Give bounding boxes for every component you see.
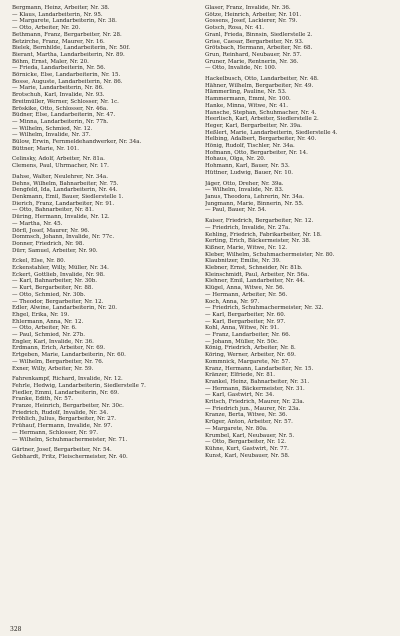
directory-entry: Glaser, Franz, Invalide, Nr. 36. [205,5,291,11]
directory-entry: Kleber, Wilhelm, Schuhmachermeister, Nr. 80. [205,251,335,258]
directory-entry: Eckert, Gottlieb, Invalide, Nr. 98. [12,271,105,278]
directory-entry: — Friedrich jun., Maurer, Nr. 23a. [205,405,301,412]
directory-entry: Kißner, Marie, Witwe, Nr. 12. [205,244,287,251]
directory-entry: Clemens, Paul, Uhrmacher, Nr. 17. [12,163,109,170]
directory-entry: Fiedler, Emmi, Landarbeiterin, Nr. 69. [12,389,119,396]
directory-entry: Eckenstahler, Willy, Müller, Nr. 34. [12,265,109,272]
directory-entry: Kohl, Anna, Witwe, Nr. 91. [205,325,279,332]
directory-entry: — Minna, Landarbeiterin, Nr. 77h. [12,118,109,125]
directory-entry: Franze, Heinrich, Bergarbeiter, Nr. 30c. [12,403,124,410]
directory-entry: Edler, Alwine, Landarbeiterin, Nr. 20. [12,305,117,312]
directory-entry: Betzirche, Franz, Maurer, Nr. 16. [12,38,105,45]
directory-entry: Heerlisch, Karl, Arbeiter, Siedlerstelle 2. [205,116,319,123]
directory-entry: — Frieda, Landarbeiterin, Nr. 56. [12,65,106,72]
directory-entry: Jungmann, Marie, Binnerin, Nr. 55. [205,200,304,207]
directory-entry: — Wilhelm, Schuhmachermeister, Nr. 71. [12,436,128,443]
directory-entry: — Theodor, Bergarbeiter, Nr. 12. [12,298,104,305]
directory-entry: Hohaus, Olga, Nr. 20. [205,156,266,163]
directory-entry: Krankel, Heinz, Bahnarbeiter, Nr. 31. [205,378,310,385]
directory-entry: — Franz, Landarbeiter, Nr. 66. [205,332,291,339]
directory-entry: Ehgel, Erika, Nr. 19. [12,311,70,318]
directory-entry: Erdmann, Erich, Arbeiter, Nr. 69. [12,345,105,352]
directory-entry: Kehling, Friedrich, Fabrikarbeiter, Nr. 18. [205,231,322,238]
directory-entry: Kaiser, Friedrich, Bergarbeiter, Nr. 12. [205,218,314,225]
directory-entry: Böhm, Ernst, Maler, Nr. 20. [12,58,89,65]
directory-entry: Breitmüller, Werner, Schlosser, Nr. 1c. [12,98,119,105]
directory-entry: Düring, Hermann, Invalide, Nr. 12. [12,214,110,221]
directory-entry: Kunst, Karl, Neubauer, Nr. 58. [205,452,290,459]
directory-entry: Helbing, Adalbert, Bergarbeiter, Nr. 40. [205,136,317,143]
page-number: 328 [10,626,22,633]
directory-entry: — Marie, Landarbeiterin, Nr. 86. [12,85,104,92]
directory-entry: — Paul, Bauer, Nr. 54. [205,207,267,214]
left-column [12,5,199,625]
directory-entry: Ertgeben, Marie, Landarbeiterin, Nr. 60. [12,352,126,359]
directory-entry: — Karl, Bergarbeiter, Nr. 97. [205,318,286,325]
directory-entry: Dahse, Walter, Neulehrer, Nr. 34a. [12,173,108,180]
directory-entry: — Hermann, Arbeiter, Nr. 56. [205,291,288,298]
directory-columns [12,5,392,625]
directory-entry: Grötsbach, Hermann, Arbeiter, Nr. 68. [205,45,313,52]
directory-entry: Brotschuh, Karl, Invalide, Nr. 93. [12,92,105,99]
directory-entry: Jäger, Otto, Dreher, Nr. 39a. [205,180,284,187]
directory-entry: Celinsky, Adolf, Arbeiter, Nr. 81a. [12,156,105,163]
directory-entry: — Margarete, Nr. 80a. [205,425,268,432]
right-column [205,5,392,625]
directory-entry: Hönig, Rudolf, Tischler, Nr. 34a. [205,143,295,150]
directory-entry: — Karl, Bahnarbeiter, Nr. 30b. [12,278,97,285]
directory-entry: — Klaus, Landarbeiterin, Nr. 95. [12,11,103,18]
directory-entry: — Friedrich, Schuhmachermeister, Nr. 32. [205,305,324,312]
directory-entry: Grise, Caesar, Bergarbeiter, Nr. 93. [205,38,304,45]
directory-entry: Dommsch, Johann, Invalide, Nr. 77c. [12,234,115,241]
directory-entry: Bielek, Bernhilde, Landarbeiterin, Nr. 50f. [12,45,130,52]
directory-entry: Dierich, Franz, Landarbeiter, Nr. 91. [12,200,115,207]
directory-entry: Dehns, Wilhelm, Bahnarbeiter, Nr. 75. [12,180,119,187]
directory-entry: Köring, Werner, Arbeiter, Nr. 69. [205,352,296,359]
directory-entry: Klehner, Emil, Landarbeiter, Nr. 44. [205,278,305,285]
directory-entry: Götze, Heinrich, Arbeiter, Nr. 101. [205,11,302,18]
directory-entry: — Kurt, Bergarbeiter, Nr. 88. [12,285,94,292]
directory-entry: Krüger, Anton, Arbeiter, Nr. 57. [205,419,293,426]
directory-entry: Bethmann, Franz, Bergarbeiter, Nr. 28. [12,31,122,38]
directory-entry: — Otto, Arbeiter, Nr. 20. [12,25,81,32]
directory-entry: Exner, Willy, Arbeiter, Nr. 59. [12,365,94,372]
directory-entry: Hansche, Stephan, Schuhmacher, Nr. 4. [205,109,317,116]
directory-entry: Koch, Anna, Nr. 97. [205,298,260,305]
directory-entry: Frühauf, Hermann, Invalide, Nr. 97. [12,423,113,430]
directory-entry: Fehrle, Hedwig, Landarbeiterin, Siedlerstelle 7. [12,382,146,389]
directory-entry: — Wilhelm, Invalide, Nr. 37. [12,132,91,139]
directory-entry: — Otto, Arbeiter, Nr. 6. [12,325,77,332]
directory-entry: — Otto, Invalide, Nr. 100. [205,65,277,72]
directory-entry: — Otto, Bergarbeiter, Nr. 12. [205,439,286,446]
directory-entry: Hofmann, Otto, Bergarbeiter, Nr. 14. [205,149,308,156]
directory-entry: Granl, Frieda, Binnsin, Siedlerstelle 2. [205,31,313,38]
directory-entry: — Otto, Bahnarbeiter, Nr. 81. [12,207,94,214]
directory-entry: Bosse, Auguste, Landarbeiterin, Nr. 86. [12,78,123,85]
directory-entry: Heßlert, Marie, Landarbeiterin, Siedlerstelle 4. [205,129,338,136]
directory-entry: Hähner, Wilhelm, Bergarbeiter, Nr. 49. [205,82,314,89]
directory-entry: Kränzer, Elfriede, Nr. 81. [205,372,276,379]
directory-entry: — Wilhelm, Bergarbeiter, Nr. 76. [12,358,104,365]
directory-entry: — Wilhelm, Schmied, Nr. 12. [12,125,93,132]
directory-entry: Hackelbusch, Otto, Landarbeiter, Nr. 48. [205,76,319,83]
directory-entry: Eckel, Else, Nr. 80. [12,258,66,265]
directory-entry: Hohmann, Karl, Bauer, Nr. 53. [205,163,290,170]
directory-entry: Bröskike, Otto, Schlosser, Nr. 46a. [12,105,108,112]
directory-entry: Engler, Karl, Invalide, Nr. 36. [12,338,94,345]
directory-entry: Krumbel, Karl, Neubauer, Nr. 5. [205,432,295,439]
directory-entry: — Hermann, Schlosser, Nr. 97. [12,429,98,436]
directory-entry: Dengfeld, Ida, Landarbeiterin, Nr. 44. [12,187,118,194]
directory-entry: — Margarete, Landarbeiterin, Nr. 38. [12,18,117,25]
directory-entry: Gossens, Josef, Lackierer, Nr. 79. [205,18,298,25]
directory-entry: Hämmerling, Pauline, Nr. 53. [205,89,287,96]
directory-entry: Kleinschmidt, Paul, Arbeiter, Nr. 56a. [205,271,310,278]
directory-entry: Gruner, Marie, Rentnerin, Nr. 36. [205,58,299,65]
directory-entry: Bergmann, Heinz, Arbeiter, Nr. 38. [12,5,110,11]
directory-entry: Bierant, Martha, Landarbeiterin, Nr. 89. [12,51,125,58]
directory-entry: Hüttner, Ludwig, Bauer, Nr. 10. [205,169,293,176]
directory-entry: Grun, Reinhard, Neubauer, Nr. 57. [205,51,302,58]
directory-entry: Kranz, Hermann, Landarbeiter, Nr. 15. [205,365,314,372]
directory-entry: Kommnick, Margarete, Nr. 57. [205,358,291,365]
directory-entry: Dörfl, Josef, Maurer, Nr. 96. [12,227,90,234]
directory-entry: Dürr, Samuel, Arbeiter, Nr. 90. [12,247,98,254]
directory-entry: — Paul, Schmied, Nr. 27b. [12,332,86,339]
directory-entry: Franke, Edith, Nr. 57. [12,396,73,403]
directory-entry: Hanke, Minna, Witwe, Nr. 41. [205,102,289,109]
directory-entry: Janus, Theodora, Lehrerin, Nr. 34a. [205,193,305,200]
directory-entry: — Johann, Müller, Nr. 50c. [205,338,279,345]
directory-entry: Heger, Karl, Bergarbeiter, Nr. 39a. [205,122,302,129]
directory-entry: Friedrich, Rudolf, Invalide, Nr. 34. [12,409,109,416]
directory-entry: Denkmann, Emil, Bauer, Siedlerstelle 1. [12,193,124,200]
directory-entry: Klügel, Anna, Witwe, Nr. 56. [205,285,285,292]
directory-entry: Kerting, Erich, Bäckermeister, Nr. 38. [205,238,311,245]
directory-entry: — Friedrich, Invalide, Nr. 27a. [205,224,290,231]
directory-entry: Büttner, Marie, Nr. 101. [12,145,79,152]
directory-entry: Klebner, Ernst, Schneider, Nr. 81b. [205,265,303,272]
directory-entry: Donner, Friedrich, Nr. 98. [12,240,85,247]
directory-entry: Börnicke, Else, Landarbeiterin, Nr. 15. [12,72,121,79]
directory-entry: Gebhardt, Fritz, Fleischermeister, Nr. 40. [12,454,128,460]
directory-entry: — Karl, Bergarbeiter, Nr. 60. [205,311,286,318]
directory-entry: Büdner, Else, Landarbeiterin, Nr. 47. [12,112,116,119]
directory-entry: König, Friedrich, Arbeiter, Nr. 8. [205,345,296,352]
directory-entry: — Wilhelm, Invalide, Nr. 83. [205,187,284,194]
directory-entry: Hammermann, Emmi, Nr. 100. [205,96,291,103]
directory-entry: Kritsch, Friedrich, Maurer, Nr. 23a. [205,399,305,406]
directory-entry: Klaubnitzer, Emilie, Nr. 39. [205,258,281,265]
directory-entry: Kühne, Kurt, Gastwirt, Nr. 77. [205,446,289,452]
directory-entry: Ehlermann, Anna, Nr. 12. [12,318,84,325]
directory-entry: Gotsch, Rosa, Nr. 41. [205,25,264,32]
directory-entry: Gärtner, Josef, Bergarbeiter, Nr. 54. [12,447,112,454]
directory-entry: — Karl, Gastwirt, Nr. 34. [205,392,275,399]
directory-entry: Fahrenkampf, Richard, Invalide, Nr. 12. [12,376,123,383]
directory-entry: Kranze, Berta, Witwe, Nr. 36. [205,412,288,419]
directory-entry: Fröhlich, Julius, Bergarbeiter, Nr. 27. [12,416,117,423]
directory-entry: — Hermann, Bäckermeister, Nr. 31. [205,385,305,392]
directory-entry: — Otto, Schmied, Nr. 30b. [12,291,86,298]
directory-entry: Bülow, Erwin, Fernmeldehandwerker, Nr. 34a. [12,139,142,146]
directory-entry: — Martha, Nr. 45. [12,220,63,227]
